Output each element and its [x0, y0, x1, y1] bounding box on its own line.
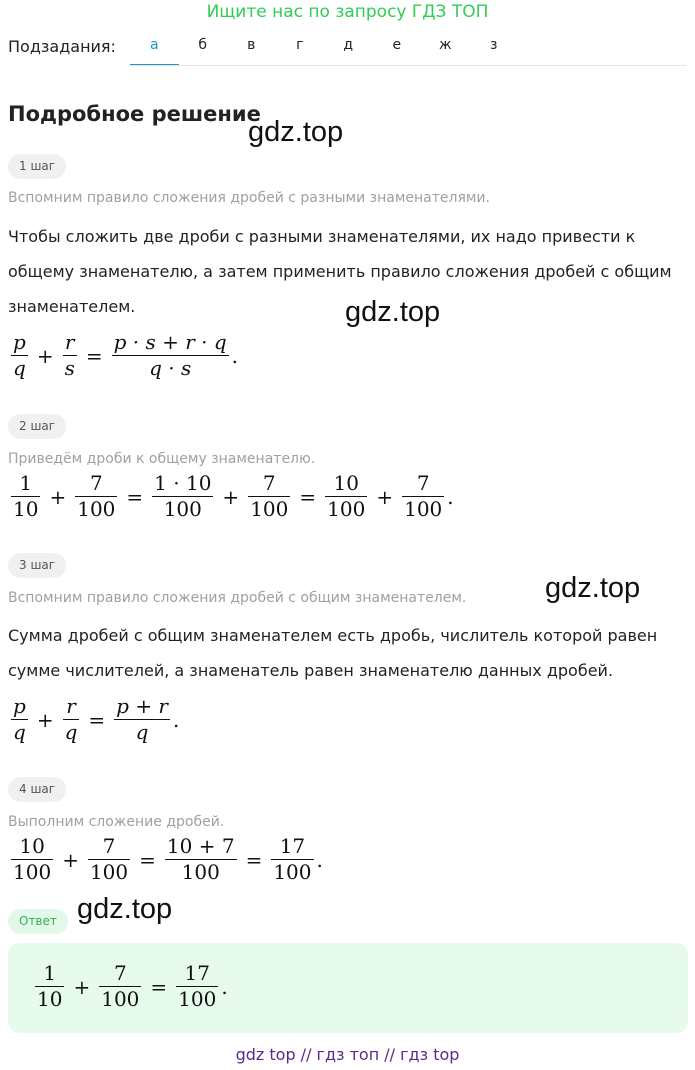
- tab-g[interactable]: г: [296, 37, 304, 53]
- tab-d[interactable]: д: [343, 37, 354, 53]
- tab-e[interactable]: е: [392, 37, 402, 53]
- tab-v[interactable]: в: [247, 37, 256, 53]
- tab-zh[interactable]: ж: [438, 37, 452, 53]
- formula-common-denominator-rule: $\frac{p}{q}$ + $\frac{r}{q}$ = $\frac{p + r}{q}$ .: [13, 694, 180, 744]
- formula-common-denominator: $\frac{1}{10}$ + $\frac{7}{100}$ = $\frac{1 \cdot 10}{100}$ + $\frac{7}{100}$ = $\frac{10}{100}$ + $\frac{7}{100}$ .: [13, 471, 454, 521]
- step-hint: Приведём дроби к общему знаменателю.: [8, 451, 316, 467]
- tab-b[interactable]: б: [198, 37, 208, 53]
- formula-addition: $\frac{10}{100}$ + $\frac{7}{100}$ = $\frac{10 + 7}{100}$ = $\frac{17}{100}$ .: [13, 834, 323, 884]
- step-hint: Вспомним правило сложения дробей с разными знаменателями.: [8, 190, 490, 206]
- step-text: Чтобы сложить две дроби с разными знаменателями, их надо привести к общему знаменателю, а затем применить правило сложения дробей с общим знаменателем.: [8, 227, 672, 316]
- subtask-tabs: [130, 30, 518, 66]
- page-title: Подробное решение: [8, 102, 261, 126]
- step-badge: 3 шаг: [8, 553, 66, 578]
- watermark: gdz.top: [77, 893, 173, 925]
- tab-z[interactable]: з: [490, 37, 498, 53]
- tabs-divider: [130, 65, 686, 66]
- watermark: gdz.top: [345, 296, 441, 328]
- watermark: gdz.top: [545, 572, 641, 604]
- footer-links[interactable]: gdz top // гдз топ // гдз top: [235, 1045, 460, 1064]
- step-hint: Вспомним правило сложения дробей с общим знаменателем.: [8, 590, 467, 606]
- step-badge: 2 шаг: [8, 414, 66, 439]
- watermark: gdz.top: [248, 116, 344, 148]
- answer-formula: $\frac{1}{10}$ + $\frac{7}{100}$ = $\frac{17}{100}$ .: [37, 961, 228, 1011]
- step-hint: Выполним сложение дробей.: [8, 814, 225, 830]
- step-badge: 4 шаг: [8, 777, 66, 802]
- formula-different-denominators: $\frac{p}{q}$ + $\frac{r}{s}$ = $\frac{p \cdot s + r \cdot q}{q \cdot s}$ .: [13, 330, 239, 380]
- answer-badge: Ответ: [8, 909, 68, 934]
- tab-a[interactable]: а: [130, 30, 179, 66]
- step-text: Сумма дробей с общим знаменателем есть дробь, числитель которой равен сумме числителей, а знаменатель равен знаменателю данных дробей.: [8, 626, 658, 680]
- step-badge: 1 шаг: [8, 154, 66, 179]
- promo-banner[interactable]: Ищите нас по запросу ГДЗ ТОП: [206, 2, 489, 22]
- subtasks-label: Подзадания:: [8, 37, 116, 56]
